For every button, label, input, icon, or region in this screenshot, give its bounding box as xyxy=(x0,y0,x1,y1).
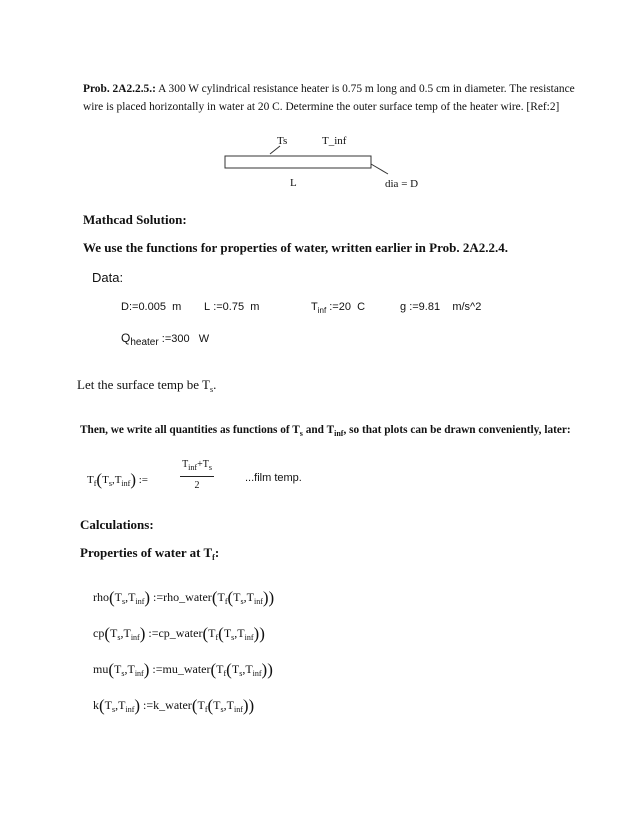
ts-leader-line xyxy=(270,146,280,154)
figure-tinf-label: T_inf xyxy=(322,135,347,147)
film-temp-comment: ...film temp. xyxy=(245,472,302,484)
prop-mu-def: $mu(T_s,T_{inf})$ $:=mu\_water(T_f(T_s,T_{inf}))$ xyxy=(93,660,273,679)
def-tinf: $T_{inf}$ :=20 C xyxy=(311,301,366,315)
prop-k-def: $k(T_s,T_{inf})$ $:=k\_water(T_f(T_s,T_{inf}))$ xyxy=(93,696,255,715)
prop-cp-def: $cp(T_s,T_{inf})$ $:=cp\_water(T_f(T_s,T_{inf}))$ xyxy=(93,624,265,643)
properties-heading: Properties of water at $T_f$: xyxy=(80,545,220,562)
prop-rho-def: $rho(T_s,T_{inf})$ $:=rho\_water(T_f(T_s,T_{inf}))$ xyxy=(93,588,275,607)
def-q-heater: $Q_{heater}$ :=300 W xyxy=(121,331,210,348)
figure-dia-label: dia = D xyxy=(385,178,419,190)
film-temp-lhs: $T_f(T_s,T_{inf})$ := xyxy=(87,470,148,489)
fraction-bar xyxy=(180,476,214,477)
film-temp-numerator: $T_{inf}+T_s$ xyxy=(182,459,212,472)
problem-label: Prob. 2A2.2.5.: xyxy=(83,83,156,95)
surface-temp-line: Let the surface temp be $T_s$. xyxy=(77,377,217,394)
calculations-heading: Calculations: xyxy=(80,517,154,532)
def-l: L :=0.75 m xyxy=(204,301,260,313)
mathcad-heading: Mathcad Solution: xyxy=(83,212,187,227)
film-temp-denominator: 2 xyxy=(194,480,200,491)
then-line: Then, we write all quantities as functions of $T_s$ and $T_{inf}$, so that plots can be drawn conveniently, later: xyxy=(80,424,571,438)
figure-l-label: L xyxy=(290,177,297,189)
def-g: g :=9.81 m/s^2 xyxy=(400,301,482,313)
data-heading: Data: xyxy=(92,270,124,285)
def-d: D:=0.005 m xyxy=(121,301,182,313)
problem-statement xyxy=(83,80,583,116)
problem-text: A 300 W cylindrical resistance heater is 0.75 m long and 0.5 cm in diameter. The resistance wire is placed horizontally in water at 20 C. Determine the outer surface temp of the heater wire. [Ref:2] xyxy=(83,83,575,113)
figure-ts-label: Ts xyxy=(277,135,288,147)
dia-leader-line xyxy=(371,164,388,174)
heater-rod xyxy=(225,156,371,168)
functions-note: We use the functions for properties of water, written earlier in Prob. 2A2.2.4. xyxy=(83,240,508,255)
